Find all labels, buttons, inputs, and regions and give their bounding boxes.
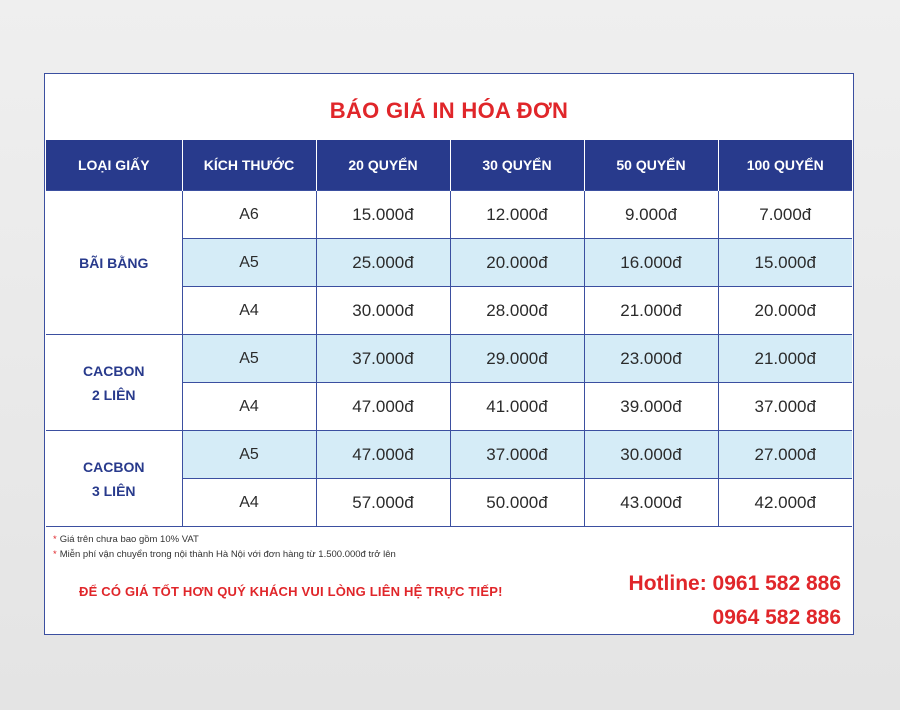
column-header: 20 QUYỂN	[316, 140, 450, 191]
price-cell: 27.000đ	[718, 431, 852, 479]
size-cell: A5	[182, 431, 316, 479]
price-cell: 47.000đ	[316, 431, 450, 479]
footnote	[53, 547, 396, 562]
hotline-primary: Hotline: 0961 582 886	[628, 572, 841, 595]
column-header: 30 QUYỂN	[450, 140, 584, 191]
column-header: LOẠI GIẤY	[46, 140, 182, 191]
paper-type-cell	[46, 431, 182, 527]
price-cell: 30.000đ	[584, 431, 718, 479]
size-cell: A4	[182, 383, 316, 431]
footnote	[53, 532, 396, 547]
paper-type-label: BÃI BẰNG	[79, 254, 149, 271]
size-cell: A4	[182, 287, 316, 335]
price-cell: 9.000đ	[584, 191, 718, 239]
price-cell: 42.000đ	[718, 479, 852, 527]
price-cell: 30.000đ	[316, 287, 450, 335]
price-cell: 25.000đ	[316, 239, 450, 287]
table-header-row	[46, 140, 852, 191]
page-title: BÁO GIÁ IN HÓA ĐƠN	[329, 98, 569, 123]
price-cell: 21.000đ	[584, 287, 718, 335]
price-cell: 37.000đ	[718, 383, 852, 431]
price-cell: 41.000đ	[450, 383, 584, 431]
price-cell: 15.000đ	[316, 191, 450, 239]
paper-type-label: CACBON	[83, 458, 145, 475]
asterisk-marker: *	[53, 549, 57, 560]
price-cell: 20.000đ	[450, 239, 584, 287]
price-cell: 50.000đ	[450, 479, 584, 527]
price-cell: 23.000đ	[584, 335, 718, 383]
table-row	[46, 335, 852, 383]
price-cell: 37.000đ	[450, 431, 584, 479]
size-cell: A5	[182, 239, 316, 287]
price-cell: 57.000đ	[316, 479, 450, 527]
contact-call-to-action: ĐỂ CÓ GIÁ TỐT HƠN QUÝ KHÁCH VUI LÒNG LIÊN HỆ TRỰC TIẾP!	[79, 584, 503, 599]
price-table	[46, 140, 852, 527]
column-header: 50 QUYỂN	[584, 140, 718, 191]
price-cell: 15.000đ	[718, 239, 852, 287]
price-cell: 29.000đ	[450, 335, 584, 383]
price-sheet	[44, 73, 854, 635]
price-cell: 16.000đ	[584, 239, 718, 287]
size-cell: A5	[182, 335, 316, 383]
paper-type-label: CACBON	[83, 362, 145, 379]
table-row	[46, 191, 852, 239]
paper-type-cell	[46, 335, 182, 431]
paper-type-label: 3 LIÊN	[91, 482, 136, 499]
price-cell: 21.000đ	[718, 335, 852, 383]
price-cell: 28.000đ	[450, 287, 584, 335]
price-cell: 7.000đ	[718, 191, 852, 239]
price-cell: 47.000đ	[316, 383, 450, 431]
price-cell: 37.000đ	[316, 335, 450, 383]
hotline-secondary: 0964 582 886	[712, 606, 841, 629]
price-cell: 39.000đ	[584, 383, 718, 431]
paper-type-cell	[46, 191, 182, 335]
price-cell: 20.000đ	[718, 287, 852, 335]
size-cell: A6	[182, 191, 316, 239]
column-header: KÍCH THƯỚC	[182, 140, 316, 191]
footnote-text: Giá trên chưa bao gồm 10% VAT	[59, 534, 199, 545]
asterisk-marker: *	[53, 534, 57, 545]
price-cell: 12.000đ	[450, 191, 584, 239]
size-cell: A4	[182, 479, 316, 527]
paper-type-label: 2 LIÊN	[91, 386, 136, 403]
footnotes	[53, 532, 396, 562]
column-header: 100 QUYỂN	[718, 140, 852, 191]
table-row	[46, 431, 852, 479]
price-cell: 43.000đ	[584, 479, 718, 527]
hotline-block	[629, 567, 841, 635]
footnote-text: Miễn phí vận chuyển trong nội thành Hà Nội với đơn hàng từ 1.500.000đ trở lên	[59, 549, 396, 560]
